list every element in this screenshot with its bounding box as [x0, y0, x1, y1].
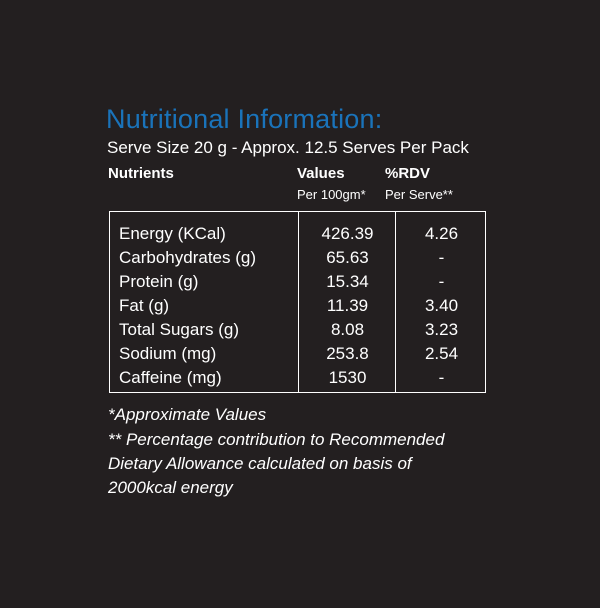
- footnote-rdv: ** Percentage contribution to Recommended: [108, 430, 445, 449]
- nutrient-name: Carbohydrates (g): [119, 248, 257, 267]
- table-row: [110, 294, 485, 318]
- nutrient-value: 8.08: [330, 320, 365, 339]
- nutrient-value: 15.34: [326, 272, 369, 291]
- footnote-rdv-continued: Dietary Allowance calculated on basis of: [108, 454, 412, 473]
- nutrient-name: Energy (KCal): [119, 224, 226, 243]
- footnote-energy: 2000kcal energy: [108, 478, 233, 497]
- rdv-subheader: Per Serve**: [385, 187, 453, 202]
- table-row: [110, 318, 485, 342]
- nutrient-value: 65.63: [326, 248, 369, 267]
- nutrient-rdv: 3.23: [424, 320, 459, 339]
- nutrient-value: 1530: [328, 368, 367, 387]
- nutrient-rdv: -: [438, 248, 445, 267]
- table-row: [110, 270, 485, 294]
- nutrient-rdv: -: [438, 272, 445, 291]
- nutrient-name: Total Sugars (g): [119, 320, 239, 339]
- nutrients-header: Nutrients: [108, 165, 174, 182]
- table-row: [110, 222, 485, 246]
- table-row: [110, 342, 485, 366]
- rdv-header: %RDV: [385, 165, 431, 182]
- nutrient-name: Fat (g): [119, 296, 170, 315]
- table-row: [110, 366, 485, 390]
- nutrient-rdv: 3.40: [424, 296, 459, 315]
- nutrient-name: Caffeine (mg): [119, 368, 222, 387]
- nutrient-value: 426.39: [321, 224, 374, 243]
- nutrient-value: 253.8: [326, 344, 369, 363]
- nutrient-rdv: 2.54: [424, 344, 459, 363]
- values-subheader: Per 100gm*: [297, 187, 366, 202]
- footnote-approximate: *Approximate Values: [108, 405, 267, 424]
- serve-size-text: Serve Size 20 g - Approx. 12.5 Serves Per Pack: [107, 138, 469, 157]
- values-header: Values: [297, 165, 345, 182]
- table-row: [110, 246, 485, 270]
- nutrition-table: [109, 211, 486, 393]
- nutrient-rdv: -: [438, 368, 445, 387]
- nutrient-name: Sodium (mg): [119, 344, 217, 363]
- nutrient-value: 11.39: [326, 296, 369, 315]
- nutrient-rdv: 4.26: [424, 224, 459, 243]
- nutrient-name: Protein (g): [119, 272, 199, 291]
- page-title: Nutritional Information:: [106, 104, 383, 134]
